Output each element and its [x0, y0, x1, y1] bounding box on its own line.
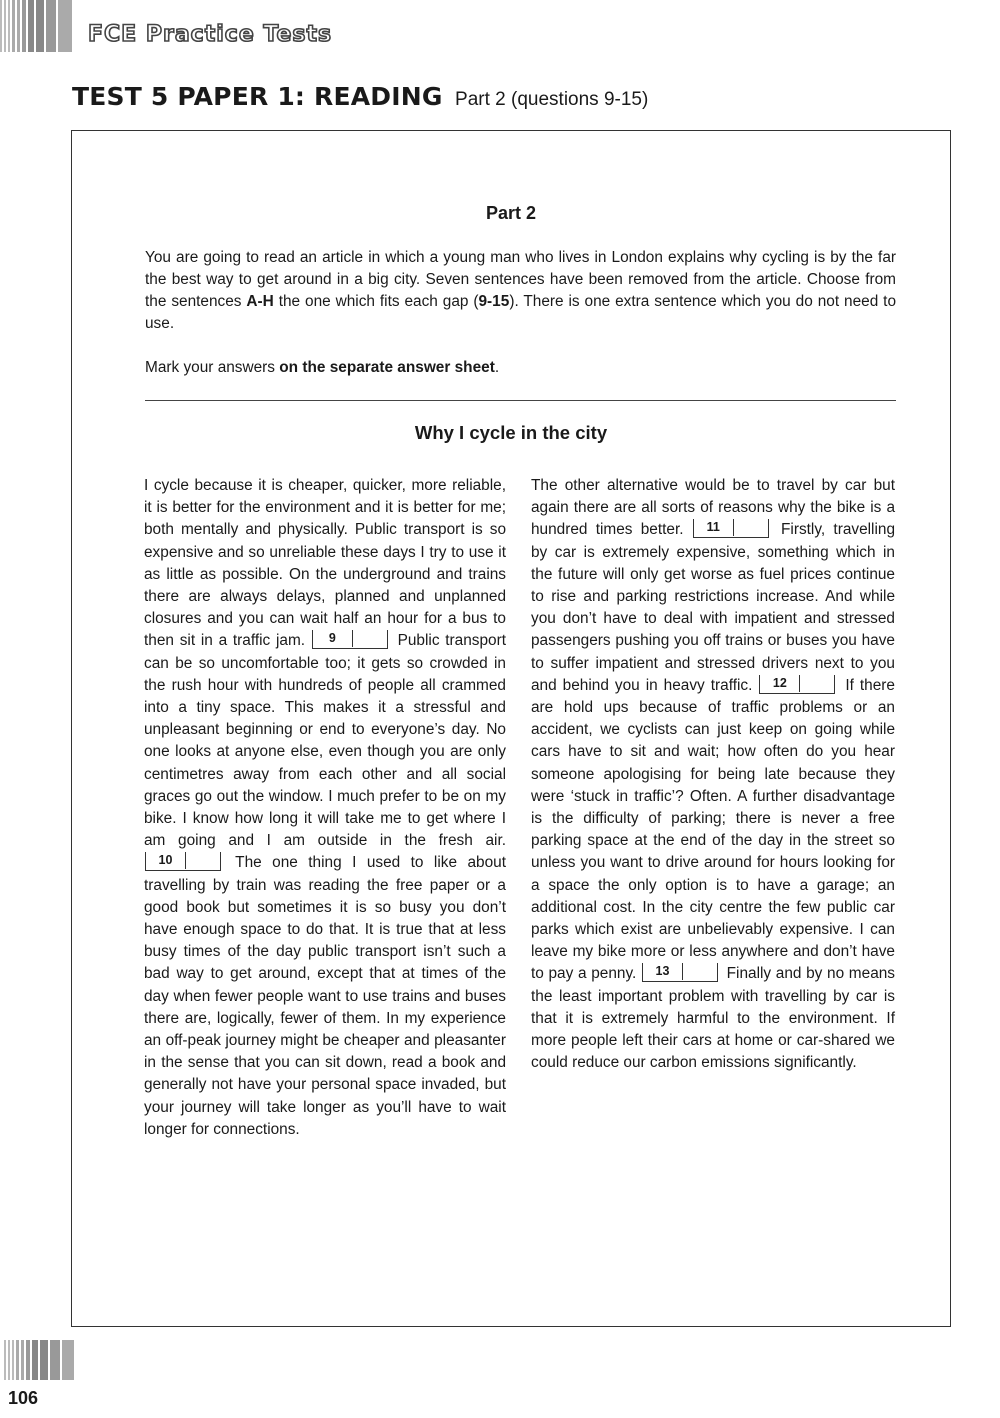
answer-gap-9	[312, 630, 388, 649]
footer-stripes-decoration	[0, 1340, 76, 1380]
article-column-left	[144, 475, 506, 1141]
article-paragraph-text: If there are hold ups because of traffic problems or an accident, we cyclists can just keep on going while cars have to sit and wait; how often do you hear someone apologising for being late because they were ‘stuck in traffic’? Often. A further disadvantage is the difficulty of parking; there is never a free parking space at the end of the day in the street so unless you want to drive around for hours looking for a space the only option is to have a garage; an additional cost. In the city centre the few public car parks which exist are unbelievably expensive. I can leave my bike more or less anywhere and don’t have to pay a penny.	[531, 676, 895, 983]
instructions-options: A-H	[246, 293, 274, 310]
book-title: FCE Practice Tests	[88, 22, 333, 47]
instructions-gap-range: 9-15	[478, 293, 510, 310]
answer-gap-10	[145, 852, 221, 871]
header-stripes-decoration	[0, 0, 78, 52]
part-label: Part 2 (questions 9-15)	[455, 89, 649, 110]
gap-number: 12	[760, 675, 800, 692]
article-title: Why I cycle in the city	[414, 422, 608, 443]
instructions-text: You are going to read an article in which a young man who lives in London explains why cycling is by the far the best way to get around in a big city. Seven sentences have been removed from the article. Choose from the sentences	[145, 249, 896, 310]
article-paragraph-text: Public transport can be so uncomfortable too; it gets so crowded in the rush hour with hundreds of people all crammed into a tiny space. This makes it a stressful and unpleasant beginning or end to everyone’s day. No one looks at anyone else, even though you are only centimetres away from each other and all social graces go out the window. I much prefer to be on my bike. I know how long it will take me to get where I am going and I am outside in the fresh air.	[144, 632, 506, 850]
test-heading	[72, 82, 648, 111]
answer-gap-12	[759, 675, 835, 694]
instructions	[145, 247, 896, 335]
page-number: 106	[8, 1388, 39, 1408]
answer-sheet-note-bold: on the separate answer sheet	[279, 359, 495, 376]
gap-number: 11	[694, 519, 734, 536]
article-paragraph-text: I cycle because it is cheaper, quicker, more reliable, it is better for the environment and it is better for me; both mentally and physically. Public transport is so expensive and so unreliable these days I try to use it as little as possible. On the underground and trains there are always delays, planned and unplanned closures and you can wait half an hour for a bus to then sit in a traffic jam.	[144, 477, 506, 650]
content-frame	[71, 130, 951, 1327]
part-title: Part 2	[485, 203, 537, 223]
article-column-right	[531, 475, 895, 1074]
test-heading-main: TEST 5 PAPER 1: READING	[72, 82, 443, 111]
gap-number: 13	[643, 963, 683, 980]
answer-sheet-note-text: Mark your answers	[145, 359, 280, 376]
answer-sheet-note-text: .	[494, 359, 500, 376]
gap-number: 10	[146, 852, 186, 869]
answer-sheet-note	[145, 357, 896, 379]
gap-number: 9	[313, 630, 353, 647]
instructions-text: the one which fits each gap (	[273, 293, 479, 310]
article-paragraph-text: Firstly, travelling by car is extremely expensive, something which in the future will only get worse as fuel prices continue to rise and parking restrictions increase. And while you don’t have to deal with impatient and stressed passengers pushing you off trains or buses you have to suffer impatient and stressed drivers next to you and behind you in heavy traffic.	[531, 521, 896, 694]
article-paragraph-text: The other alternative would be to travel by car but again there are all sorts of reasons why the bike is a hundred times better.	[531, 477, 895, 539]
instructions-text: ). There is one extra sentence which you do not need to use.	[145, 293, 897, 332]
article-paragraph-text: The one thing I used to like about travelling by train was reading the free paper or a good book but sometimes it is so busy you don’t have enough space to do that. It is true that at less busy times of the day public transport isn’t such a bad way to get around, except that at times of the day when fewer people want to use trains and buses there are, logically, fewer of them. In my experience an off-peak journey might be cheaper and pleasanter in the sense that you can sit down, read a book and generally not have your personal space invaded, but your journey will take longer as you’ll have to wait longer for connections.	[144, 854, 506, 1138]
divider	[145, 400, 896, 401]
article-paragraph-text: Finally and by no means the least important problem with travelling by car is that it is extremely harmful to the environment. If more people left their cars at home or car-shared we could reduce our carbon emissions significantly.	[531, 965, 896, 1072]
answer-gap-11	[693, 519, 769, 538]
answer-gap-13	[642, 963, 718, 982]
